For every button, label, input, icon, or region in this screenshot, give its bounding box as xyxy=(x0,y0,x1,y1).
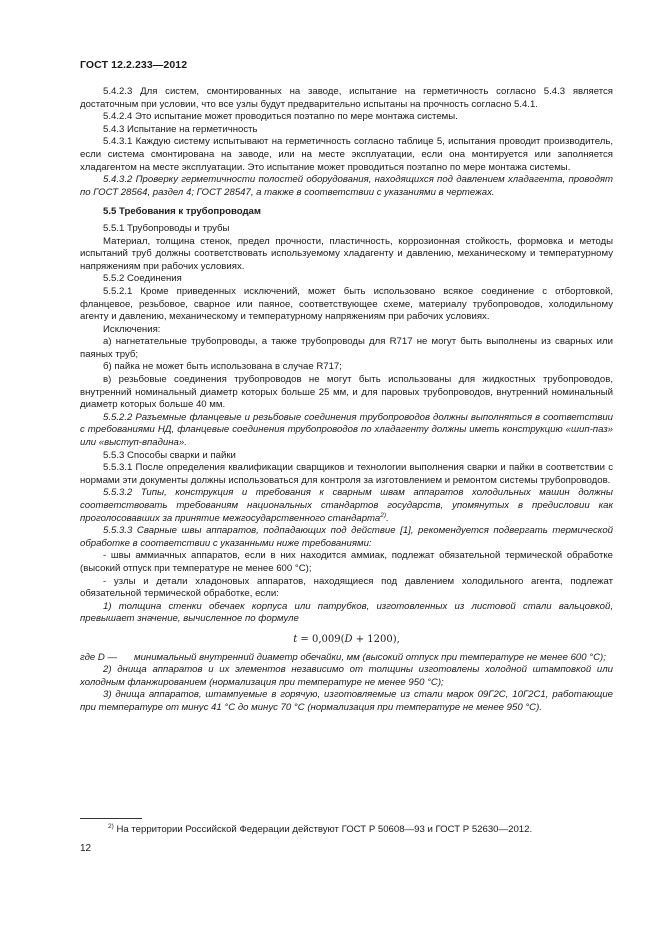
condition-item-2: 2) днища аппаратов и их элементов независимо от толщины изготовлены холодной штамповкой или холодным фланжированием (нормализация при температуре не менее 950 °С); xyxy=(80,664,613,688)
footnote-ref: 2) xyxy=(380,511,387,519)
footnote-text: На территории Российской Федерации действуют ГОСТ Р 50608—93 и ГОСТ Р 52630—2012. xyxy=(113,824,533,835)
paragraph-5-4-3-1: 5.4.3.1 Каждую систему испытывают на герметичность согласно таблице 5, испытания проводит производитель, если система смонтирована на заводе, или на месте эксплуатации, если она монтируется или заполняется хладагентом на месте эксплуатации. Это испытание может проводиться поэтапно по мере монтажа системы. xyxy=(80,136,613,173)
footnote xyxy=(108,824,532,835)
document-body xyxy=(80,86,613,715)
formula xyxy=(80,634,613,647)
formula-rhs-b: + 1200), xyxy=(352,633,400,645)
paragraph-5-4-2-3: 5.4.2.3 Для систем, смонтированных на заводе, испытание на герметичность согласно 5.4.3 является достаточным при условии, что все узлы будут предварительно испытаны на прочность согласно 5.4.1. xyxy=(80,86,613,110)
dash-item-ammonia: - швы аммиачных аппаратов, если в них находится аммиак, подлежат обязательной термической обработке (высокий отпуск при температуре не менее 600 °С); xyxy=(80,550,613,574)
paragraph-5-5-1-text: Материал, толщина стенок, предел прочности, пластичность, коррозионная стойкость, формовка и методы испытаний труб должны соответствовать используемому хладагенту и давлению, механическому и температурному напряжениям при рабочих условиях. xyxy=(80,235,613,272)
formula-where xyxy=(80,652,613,665)
page-number: 12 xyxy=(80,843,92,854)
where-label: где D — xyxy=(80,651,118,663)
section-heading-5-5: 5.5 Требования к трубопроводам xyxy=(103,206,261,218)
paragraph-5-5-3-1: 5.5.3.1 После определения квалификации сварщиков и технологии выполнения сварки и пайки в соответствии с нормами эти документы должны использоваться для контроля за изготовлением и ремонтом системы трубопроводов. xyxy=(80,462,613,486)
condition-item-3: 3) днища аппаратов, штампуемые в горячую, изготовляемые из стали марок 09Г2С, 10Г2С1, работающие при температуре от минус 41 °С до минус 70 °С (нормализация при температуре не менее 950 °С). xyxy=(80,689,613,713)
paragraph-5-5-2-2: 5.5.2.2 Разъемные фланцевые и резьбовые соединения трубопроводов должны выполняться в соответствии с требованиями НД, фланцевые соединения трубопроводов по хладагенту должны иметь конструкцию «шип-паз» или «выступ-впадина». xyxy=(80,411,613,449)
condition-item-1: 1) толщина стенки обечаек корпуса или патрубков, изготовленных из листовой стали вальцовкой, превышает значение, вычисленное по формуле xyxy=(80,600,613,625)
paragraph-5-5-2-1: 5.5.2.1 Кроме приведенных исключений, может быть использовано всякое соединение с отбортовкой, фланцевое, резьбовое, сварное или паяное, соответствующее схеме, материалу трубопроводов, холодильному агенту и давлению, механическому и температурному напряжениям при рабочих условиях. xyxy=(80,285,613,323)
heading-5-4-3: 5.4.3 Испытание на герметичность xyxy=(103,123,258,135)
heading-5-5-1: 5.5.1 Трубопроводы и трубы xyxy=(103,222,230,234)
paragraph-5-4-3-2: 5.4.3.2 Проверку герметичности полостей оборудования, находящихся под давлением хладагента, проводят по ГОСТ 28564, раздел 4; ГОСТ 28547, а также в соответствии с указаниями в чертежах. xyxy=(80,174,613,198)
paragraph-5-5-3-3: 5.5.3.3 Сварные швы аппаратов, подпадающих под действие [1], рекомендуется подвергать термической обработке в соответствии с указанными ниже требованиями: xyxy=(80,525,613,549)
heading-5-5-2: 5.5.2 Соединения xyxy=(103,273,182,285)
paragraph-5-5-3-2-end: . xyxy=(386,512,389,524)
heading-5-5-3: 5.5.3 Способы сварки и пайки xyxy=(103,449,236,461)
paragraph-5-5-3-2 xyxy=(80,487,613,525)
dash-item-freon: - узлы и детали хладоновых аппаратов, находящиеся под давлением холодильного агента, подлежат обязательной термической обработке, если: xyxy=(80,575,613,600)
formula-lhs: t xyxy=(293,633,298,645)
document-header: ГОСТ 12.2.233—2012 xyxy=(80,59,188,71)
exception-a: а) нагнетательные трубопроводы, а также трубопроводы для R717 не могут быть выполнены из сварных или паяных труб; xyxy=(80,336,613,360)
formula-var: D xyxy=(344,633,353,645)
footnote-divider xyxy=(80,818,142,819)
formula-rhs-a: = 0,009( xyxy=(297,633,345,645)
where-text: минимальный внутренний диаметр обечайки, мм (высокий отпуск при температуре не менее 600 °С); xyxy=(134,651,606,663)
footnote-mark: 2) xyxy=(108,823,114,830)
paragraph-5-4-2-4: 5.4.2.4 Это испытание может проводиться поэтапно по мере монтажа системы. xyxy=(103,111,458,123)
exception-c: в) резьбовые соединения трубопроводов не могут быть использованы для жидкостных трубопроводов, внутренний номинальный диаметр которых больше 25 мм, и для паровых трубопроводов, внутренний номинальный диаметр которых больше 40 мм. xyxy=(80,374,613,411)
paragraph-5-5-3-2-text: 5.5.3.2 Типы, конструкция и требования к сварным швам аппаратов холодильных машин должны соответствовать требованиям национальных стандартов государств, упомянутых в предисловии как проголосовавших за принятие межгосударственного стандарта xyxy=(80,487,613,524)
exceptions-label: Исключения: xyxy=(103,323,161,335)
exception-b: б) пайка не может быть использована в случае R717; xyxy=(103,361,342,373)
